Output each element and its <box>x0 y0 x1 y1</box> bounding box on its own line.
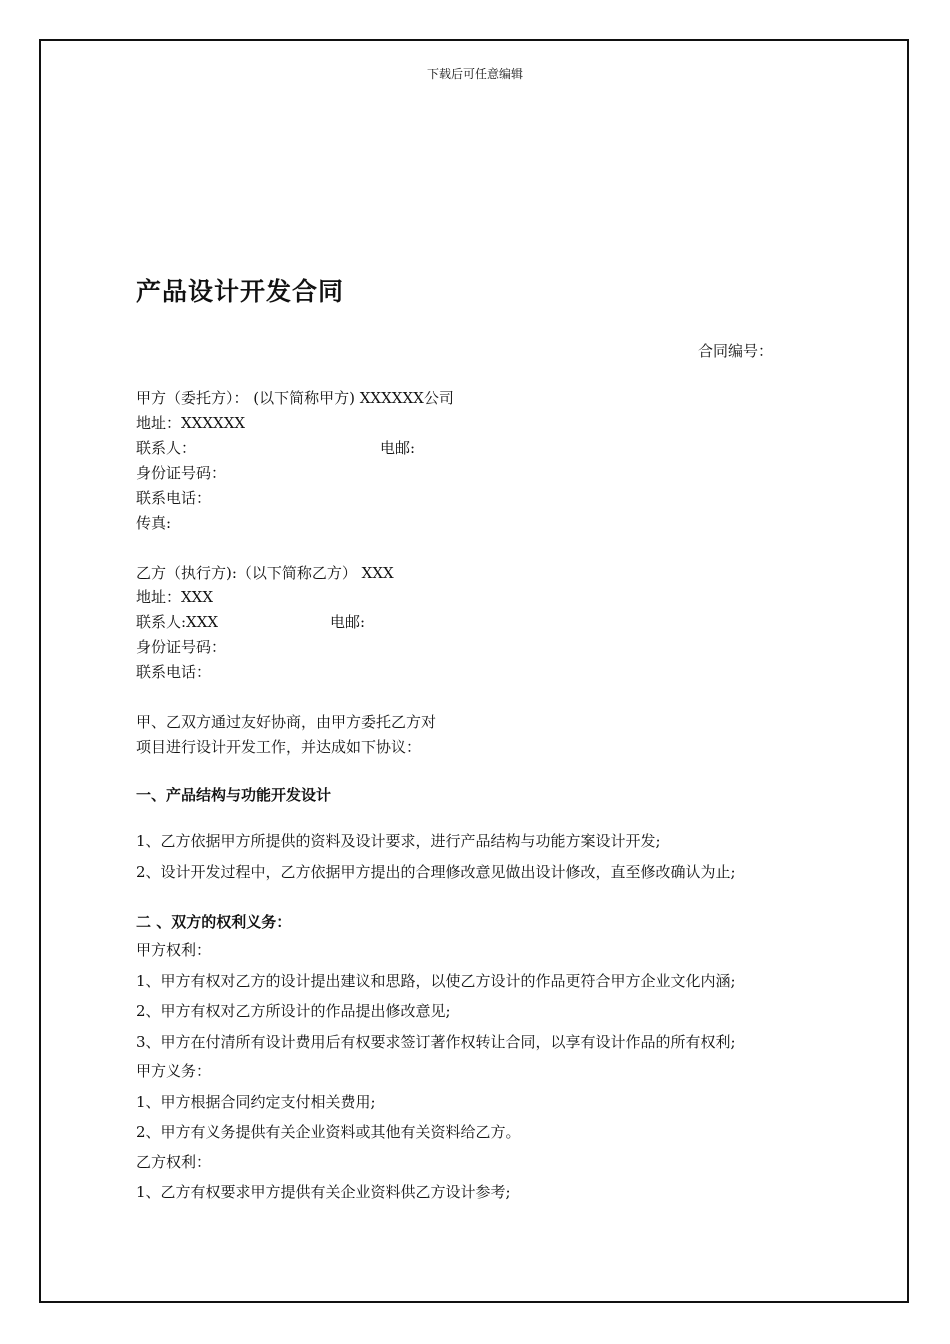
party-a-duties-item: 2、甲方有义务提供有关企业资料或其他有关资料给乙方。 <box>136 1123 521 1141</box>
party-a-address: 地址：XXXXXX <box>136 414 246 432</box>
section-1-item: 2、设计开发过程中，乙方依据甲方提出的合理修改意见做出设计修改，直至修改确认为止; <box>136 863 736 881</box>
party-b-rights-label: 乙方权利： <box>136 1153 212 1171</box>
party-b-address: 地址：XXX <box>136 588 214 606</box>
party-a-rights-label: 甲方权利： <box>136 941 212 959</box>
party-a-phone: 联系电话： <box>136 489 212 507</box>
party-a-rights-item: 3、甲方在付清所有设计费用后有权要求签订著作权转让合同，以享有设计作品的所有权利; <box>136 1033 736 1051</box>
intro-line-2: 项目进行设计开发工作，并达成如下协议： <box>136 738 422 756</box>
section-1-heading: 一、产品结构与功能开发设计 <box>136 786 332 804</box>
party-a-fax: 传真: <box>136 514 172 532</box>
party-a-email: 电邮: <box>380 439 416 457</box>
party-a-id-number: 身份证号码： <box>136 464 227 482</box>
section-1-item: 1、乙方依据甲方所提供的资料及设计要求，进行产品结构与功能方案设计开发; <box>136 832 661 850</box>
party-a-line: 甲方（委托方）： (以下简称甲方) XXXXXX公司 <box>136 389 454 407</box>
party-a-contact: 联系人： <box>136 439 197 457</box>
party-b-phone: 联系电话： <box>136 663 212 681</box>
party-a-duties-item: 1、甲方根据合同约定支付相关费用; <box>136 1093 376 1111</box>
section-2-heading: 二 、双方的权利义务： <box>136 913 292 931</box>
party-b-line: 乙方（执行方):（以下简称乙方） XXX <box>136 564 394 582</box>
party-b-rights-item: 1、乙方有权要求甲方提供有关企业资料供乙方设计参考; <box>136 1183 511 1201</box>
party-b-email: 电邮: <box>330 613 366 631</box>
party-b-id-number: 身份证号码： <box>136 638 227 656</box>
party-b-contact: 联系人:XXX <box>136 613 219 631</box>
party-a-rights-item: 1、甲方有权对乙方的设计提出建议和思路，以使乙方设计的作品更符合甲方企业文化内涵; <box>136 972 736 990</box>
header-note: 下载后可任意编辑 <box>426 67 523 81</box>
intro-line-1: 甲、乙双方通过友好协商，由甲方委托乙方对 <box>136 713 437 731</box>
party-a-rights-item: 2、甲方有权对乙方所设计的作品提出修改意见; <box>136 1002 451 1020</box>
party-a-duties-label: 甲方义务： <box>136 1062 212 1080</box>
document-title: 产品设计开发合同 <box>136 277 345 306</box>
contract-number-label: 合同编号： <box>698 342 774 360</box>
